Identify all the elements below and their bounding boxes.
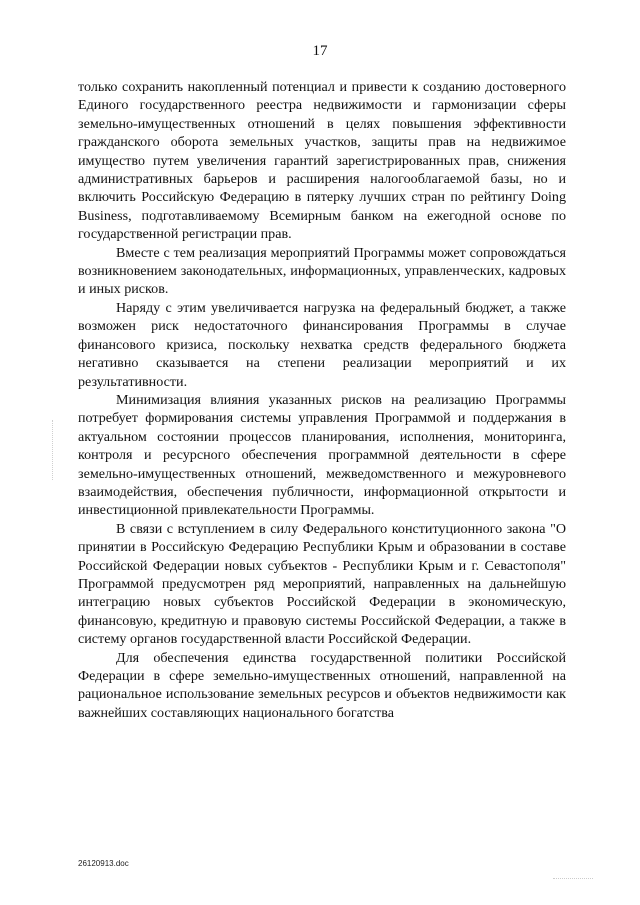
paragraph-risks: Вместе с тем реализация мероприятий Программы может сопровождаться возникновением законодательных, информационных, управленческих, кадровых и иных рисков. [78, 244, 566, 298]
paragraph-budget: Наряду с этим увеличивается нагрузка на федеральный бюджет, а также возможен риск недостаточного финансирования Программы в случае финансового кризиса, поскольку нехватка средств федерального бюджета негативно сказывается на степени реализации мероприятий и их результативности. [78, 299, 566, 390]
scan-corner-mark [553, 878, 593, 880]
footer-filename: 26120913.doc [78, 859, 129, 868]
scan-margin-mark [52, 420, 54, 480]
paragraph-crimea: В связи с вступлением в силу Федерального конституционного закона "О принятии в Российскую Федерацию Республики Крым и образовании в составе Российской Федерации новых субъектов - Республики Крым и г. Севастополя" Программой предусмотрен ряд мероприятий, направленных на дальнейшую интеграцию новых субъектов Российской Федерации в экономическую, финансовую, кредитную и правовую системы Российской Федерации, а также в систему органов государственной власти Российской Федерации. [78, 520, 566, 648]
paragraph-minimization: Минимизация влияния указанных рисков на реализацию Программы потребует формирования системы управления Программой и поддержания в актуальном состоянии процессов планирования, исполнения, мониторинга, контроля и ресурсного обеспечения программной деятельности в сфере земельно-имущественных отношений, межведомственного и межуровневого взаимодействия, обеспечения публичности, информационной открытости и инвестиционной привлекательности Программы. [78, 391, 566, 519]
page-number: 17 [312, 43, 328, 59]
body-text [78, 78, 566, 722]
paragraph-unity: Для обеспечения единства государственной политики Российской Федерации в сфере земельно-имущественных отношений, направленной на рациональное использование земельных ресурсов и объектов недвижимости как важнейших составляющих национального богатства [78, 649, 566, 721]
paragraph-continuation: только сохранить накопленный потенциал и привести к созданию достоверного Единого государственного реестра недвижимости и гармонизации сферы земельно-имущественных отношений в целях повышения эффективности гражданского оборота земельных участков, защиты прав на недвижимое имущество путем увеличения гарантий зарегистрированных прав, снижения административных барьеров и расширения налогооблагаемой базы, но и включить Российскую Федерацию в пятерку лучших стран по рейтингу Doing Business, подготавливаемому Всемирным банком на ежегодной основе по государственной регистрации прав. [78, 79, 566, 243]
